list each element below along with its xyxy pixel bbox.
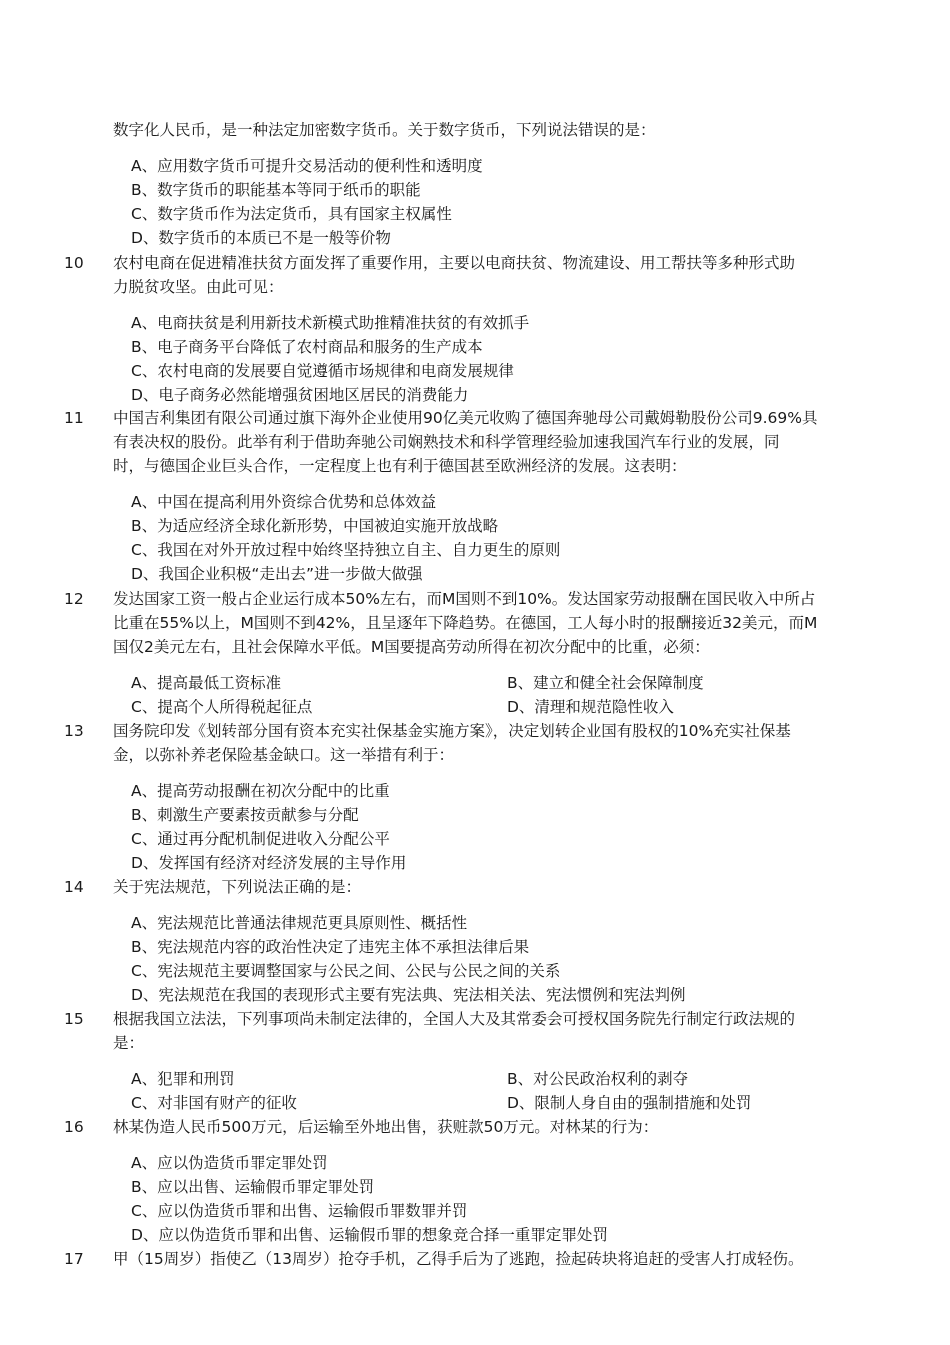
question-stem-line: 中国吉利集团有限公司通过旗下海外企业使用90亿美元收购了德国奔驰母公司戴姆勒股份公司9.69%具 [113, 409, 818, 427]
question-stem-line: 发达国家工资一般占企业运行成本50%左右，而M国则不到10%。发达国家劳动报酬在国民收入中所占 [113, 590, 816, 608]
question-number: 13 [64, 722, 84, 740]
question-number: 12 [64, 590, 84, 608]
question-stem-line: 国务院印发《划转部分国有资本充实社保基金实施方案》，决定划转企业国有股权的10%充实社保基 [113, 722, 791, 740]
option-a: A、提高劳动报酬在初次分配中的比重 [131, 782, 390, 800]
option-b: B、数字货币的职能基本等同于纸币的职能 [131, 181, 421, 199]
option-b: B、应以出售、运输假币罪定罪处罚 [131, 1178, 375, 1196]
option-c: C、数字货币作为法定货币，具有国家主权属性 [131, 205, 452, 223]
option-b: B、对公民政治权利的剥夺 [507, 1070, 689, 1088]
option-a: A、应以伪造货币罪定罪处罚 [131, 1154, 328, 1172]
question-stem-line: 农村电商在促进精准扶贫方面发挥了重要作用，主要以电商扶贫、物流建设、用工帮扶等多种形式助 [113, 254, 796, 272]
question-stem-line: 关于宪法规范，下列说法正确的是： [113, 878, 362, 896]
option-c: C、应以伪造货币罪和出售、运输假币罪数罪并罚 [131, 1202, 468, 1220]
question-number: 15 [64, 1010, 84, 1028]
option-d: D、电子商务必然能增强贫困地区居民的消费能力 [131, 386, 469, 404]
option-c: C、提高个人所得税起征点 [131, 698, 313, 716]
option-b: B、刺激生产要素按贡献参与分配 [131, 806, 359, 824]
question-number: 10 [64, 254, 84, 272]
option-d: D、应以伪造货币罪和出售、运输假币罪的想象竞合择一重罪定罪处罚 [131, 1226, 608, 1244]
question-number: 11 [64, 409, 84, 427]
option-d: D、数字货币的本质已不是一般等价物 [131, 229, 391, 247]
question-stem-line: 时，与德国企业巨头合作，一定程度上也有利于德国甚至欧洲经济的发展。这表明： [113, 457, 687, 475]
option-d: D、宪法规范在我国的表现形式主要有宪法典、宪法相关法、宪法惯例和宪法判例 [131, 986, 686, 1004]
option-a: A、提高最低工资标准 [131, 674, 282, 692]
question-stem-line: 林某伪造人民币500万元，后运输至外地出售，获赃款50万元。对林某的行为： [113, 1118, 659, 1136]
question-stem-line: 数字化人民币，是一种法定加密数字货币。关于数字货币，下列说法错误的是： [113, 121, 656, 139]
option-b: B、宪法规范内容的政治性决定了违宪主体不承担法律后果 [131, 938, 530, 956]
question-number: 17 [64, 1250, 84, 1268]
option-d: D、清理和规范隐性收入 [507, 698, 674, 716]
option-a: A、宪法规范比普通法律规范更具原则性、概括性 [131, 914, 468, 932]
question-stem-line: 是： [113, 1034, 145, 1052]
question-number: 14 [64, 878, 84, 896]
option-b: B、为适应经济全球化新形势，中国被迫实施开放战略 [131, 517, 499, 535]
question-stem-line: 有表决权的股份。此举有利于借助奔驰公司娴熟技术和科学管理经验加速我国汽车行业的发展，同 [113, 433, 780, 451]
question-stem-line: 金，以弥补养老保险基金缺口。这一举措有利于： [113, 746, 455, 764]
option-b: B、电子商务平台降低了农村商品和服务的生产成本 [131, 338, 483, 356]
question-number: 16 [64, 1118, 84, 1136]
option-d: D、发挥国有经济对经济发展的主导作用 [131, 854, 407, 872]
question-stem-line: 力脱贫攻坚。由此可见： [113, 278, 284, 296]
option-c: C、通过再分配机制促进收入分配公平 [131, 830, 390, 848]
question-stem-line: 甲（15周岁）指使乙（13周岁）抢夺手机，乙得手后为了逃跑，捡起砖块将追赶的受害人打成轻伤。 [113, 1250, 804, 1268]
option-c: C、对非国有财产的征收 [131, 1094, 297, 1112]
option-c: C、农村电商的发展要自觉遵循市场规律和电商发展规律 [131, 362, 514, 380]
question-stem-line: 根据我国立法法，下列事项尚未制定法律的，全国人大及其常委会可授权国务院先行制定行政法规的 [113, 1010, 796, 1028]
option-a: A、犯罪和刑罚 [131, 1070, 235, 1088]
option-a: A、电商扶贫是利用新技术新模式助推精准扶贫的有效抓手 [131, 314, 530, 332]
question-stem-line: 国仅2美元左右，且社会保障水平低。M国要提高劳动所得在初次分配中的比重，必须： [113, 638, 710, 656]
option-b: B、建立和健全社会保障制度 [507, 674, 704, 692]
option-a: A、中国在提高利用外资综合优势和总体效益 [131, 493, 437, 511]
question-stem-line: 比重在55%以上，M国则不到42%，且呈逐年下降趋势。在德国，工人每小时的报酬接近32美元，而M [113, 614, 818, 632]
option-a: A、应用数字货币可提升交易活动的便利性和透明度 [131, 157, 483, 175]
option-c: C、我国在对外开放过程中始终坚持独立自主、自力更生的原则 [131, 541, 561, 559]
option-d: D、限制人身自由的强制措施和处罚 [507, 1094, 752, 1112]
option-d: D、我国企业积极“走出去”进一步做大做强 [131, 565, 423, 583]
option-c: C、宪法规范主要调整国家与公民之间、公民与公民之间的关系 [131, 962, 561, 980]
